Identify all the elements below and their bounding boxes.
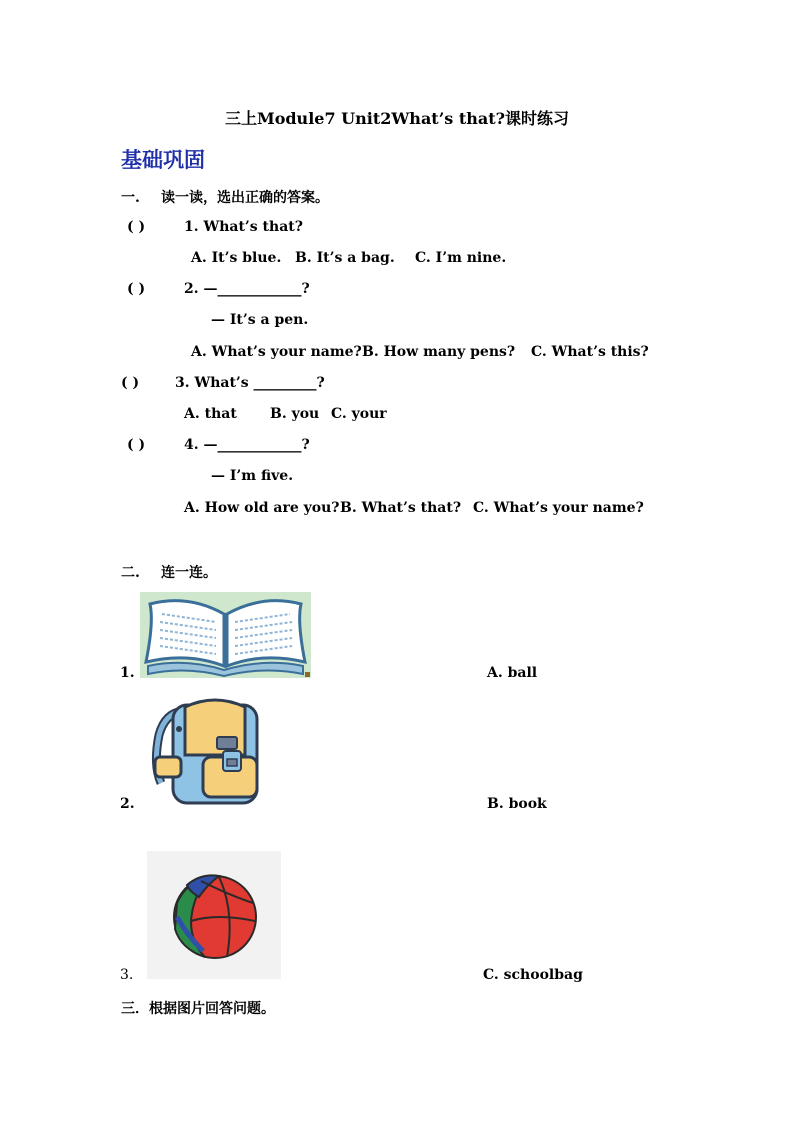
part2-heading-number: 二. [121,565,140,581]
q4-option-b: B. What’s that? [340,500,462,516]
q3-option-b: B. you [270,406,320,422]
part1-heading-text: 读一读，选出正确的答案。 [161,190,329,206]
q4-answer-blank: ( ) [127,437,146,453]
part3-heading: 三．根据图片回答问题。 [121,1001,275,1017]
part1-heading-number: 一. [121,190,140,206]
q2-option-a: A. What’s your name? [191,344,362,360]
basketball-icon [147,851,281,979]
q2-answer-blank: ( ) [127,281,146,297]
match-answer-b: B. book [487,796,547,812]
q1-stem: 1. What’s that? [184,219,303,235]
q2-stem: 2. —____________? [184,281,310,297]
part2-heading-text: 连一连。 [161,565,217,581]
q2-option-c: C. What’s this? [531,344,649,360]
q4-stem: 4. —____________? [184,437,310,453]
q2-reply: — It’s a pen. [211,312,309,328]
q2-option-b: B. How many pens? [362,344,516,360]
q3-stem: 3. What’s _________? [175,375,325,391]
q3-option-c: C. your [331,406,387,422]
open-book-icon [140,592,311,678]
match-item-1-number: 1. [120,665,135,681]
q4-option-a: A. How old are you? [184,500,340,516]
q1-option-a: A. It’s blue. [191,250,282,266]
match-item-2-number: 2. [120,796,135,812]
section-heading: 基础巩固 [121,147,205,172]
q4-option-c: C. What’s your name? [473,500,644,516]
match-answer-c: C. schoolbag [483,967,583,983]
match-answer-a: A. ball [487,665,538,681]
page-title: 三上Module7 Unit2What’s that?课时练习 [224,109,570,128]
q3-answer-blank: ( ) [121,375,140,391]
q1-answer-blank: ( ) [127,219,146,235]
q4-reply: — I’m five. [211,468,294,484]
q1-option-b: B. It’s a bag. [295,250,395,266]
q1-option-c: C. I’m nine. [415,250,507,266]
q3-option-a: A. that [184,406,237,422]
schoolbag-icon [145,695,261,807]
match-item-3-number: 3. [120,967,134,983]
